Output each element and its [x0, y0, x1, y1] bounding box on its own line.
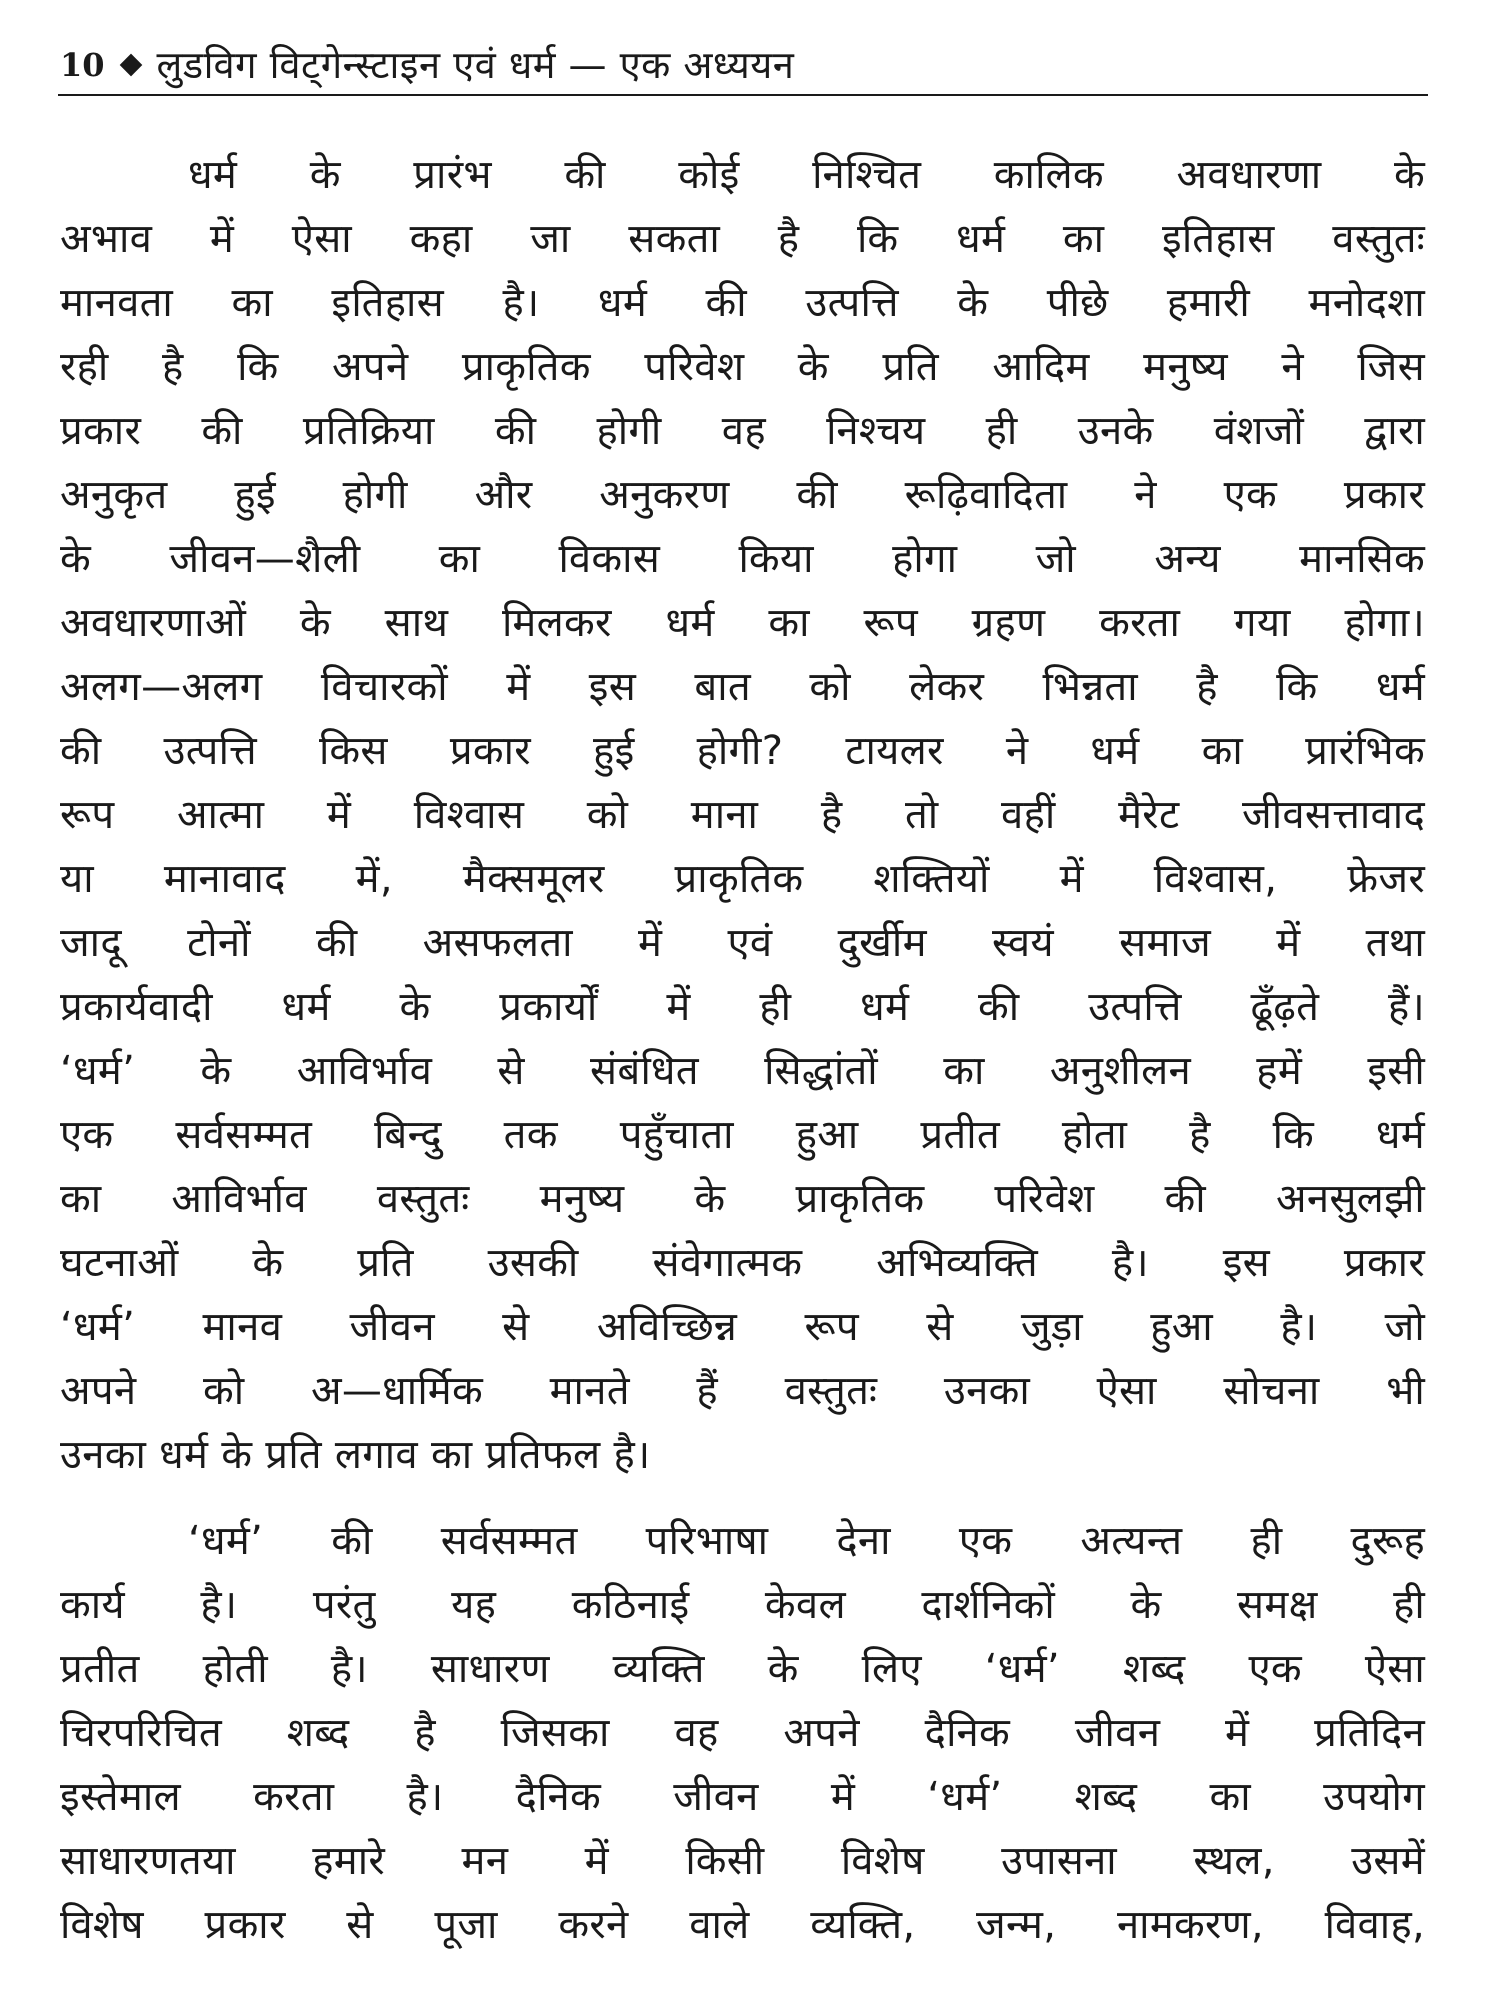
- text-line: धर्म के प्रारंभ की कोई निश्चित कालिक अवधारणा के: [188, 152, 1425, 198]
- header-divider: [58, 94, 1428, 96]
- text-line: रही है कि अपने प्राकृतिक परिवेश के प्रति आदिम मनुष्य ने जिस: [60, 344, 1425, 390]
- text-line: उनका धर्म के प्रति लगाव का प्रतिफल है।: [60, 1432, 651, 1478]
- text-line: चिरपरिचित शब्द है जिसका वह अपने दैनिक जीवन में प्रतिदिन: [60, 1710, 1425, 1756]
- text-line: अभाव में ऐसा कहा जा सकता है कि धर्म का इतिहास वस्तुतः: [60, 216, 1425, 262]
- text-line: ‘धर्म’ की सर्वसम्मत परिभाषा देना एक अत्यन्त ही दुरूह: [188, 1518, 1425, 1564]
- text-line: प्रकार्यवादी धर्म के प्रकार्यों में ही धर्म की उत्पत्ति ढूँढ़ते हैं।: [60, 984, 1425, 1030]
- text-line: की उत्पत्ति किस प्रकार हुई होगी? टायलर ने धर्म का प्रारंभिक: [60, 728, 1425, 774]
- diamond-icon: [119, 54, 142, 77]
- text-line: विशेष प्रकार से पूजा करने वाले व्यक्ति, जन्म, नामकरण, विवाह,: [60, 1902, 1425, 1948]
- text-line: प्रकार की प्रतिक्रिया की होगी वह निश्चय ही उनके वंशजों द्वारा: [60, 408, 1425, 454]
- text-line: साधारणतया हमारे मन में किसी विशेष उपासना स्थल, उसमें: [60, 1838, 1425, 1884]
- text-line: का आविर्भाव वस्तुतः मनुष्य के प्राकृतिक परिवेश की अनसुलझी: [60, 1176, 1425, 1222]
- body-text: [60, 143, 1425, 1957]
- text-line: या मानावाद में, मैक्समूलर प्राकृतिक शक्तियों में विश्वास, फ्रेजर: [60, 856, 1425, 902]
- text-line: इस्तेमाल करता है। दैनिक जीवन में ‘धर्म’ शब्द का उपयोग: [60, 1774, 1425, 1820]
- paragraph-gap: [60, 1487, 1425, 1509]
- text-line: अनुकृत हुई होगी और अनुकरण की रूढ़िवादिता ने एक प्रकार: [60, 472, 1425, 518]
- running-title: लुडविग विट्गेन्स्टाइन एवं धर्म — एक अध्ययन: [156, 43, 795, 87]
- text-line: कार्य है। परंतु यह कठिनाई केवल दार्शनिकों के समक्ष ही: [60, 1582, 1425, 1628]
- text-line: एक सर्वसम्मत बिन्दु तक पहुँचाता हुआ प्रतीत होता है कि धर्म: [60, 1112, 1425, 1158]
- text-line: अपने को अ—धार्मिक मानते हैं वस्तुतः उनका ऐसा सोचना भी: [60, 1368, 1425, 1414]
- text-line: अलग—अलग विचारकों में इस बात को लेकर भिन्नता है कि धर्म: [60, 664, 1425, 710]
- page-number: 10: [60, 46, 105, 84]
- text-line: के जीवन—शैली का विकास किया होगा जो अन्य मानसिक: [60, 536, 1425, 582]
- running-header: [60, 38, 1425, 92]
- text-line: जादू टोनों की असफलता में एवं दुर्खीम स्वयं समाज में तथा: [60, 920, 1425, 966]
- text-line: घटनाओं के प्रति उसकी संवेगात्मक अभिव्यक्ति है। इस प्रकार: [60, 1240, 1425, 1286]
- text-line: ‘धर्म’ के आविर्भाव से संबंधित सिद्धांतों का अनुशीलन हमें इसी: [60, 1048, 1425, 1094]
- text-line: मानवता का इतिहास है। धर्म की उत्पत्ति के पीछे हमारी मनोदशा: [60, 280, 1425, 326]
- text-line: ‘धर्म’ मानव जीवन से अविच्छिन्न रूप से जुड़ा हुआ है। जो: [60, 1304, 1425, 1350]
- text-line: रूप आत्मा में विश्वास को माना है तो वहीं मैरेट जीवसत्तावाद: [60, 792, 1425, 838]
- text-line: अवधारणाओं के साथ मिलकर धर्म का रूप ग्रहण करता गया होगा।: [60, 600, 1425, 646]
- text-line: प्रतीत होती है। साधारण व्यक्ति के लिए ‘धर्म’ शब्द एक ऐसा: [60, 1646, 1425, 1692]
